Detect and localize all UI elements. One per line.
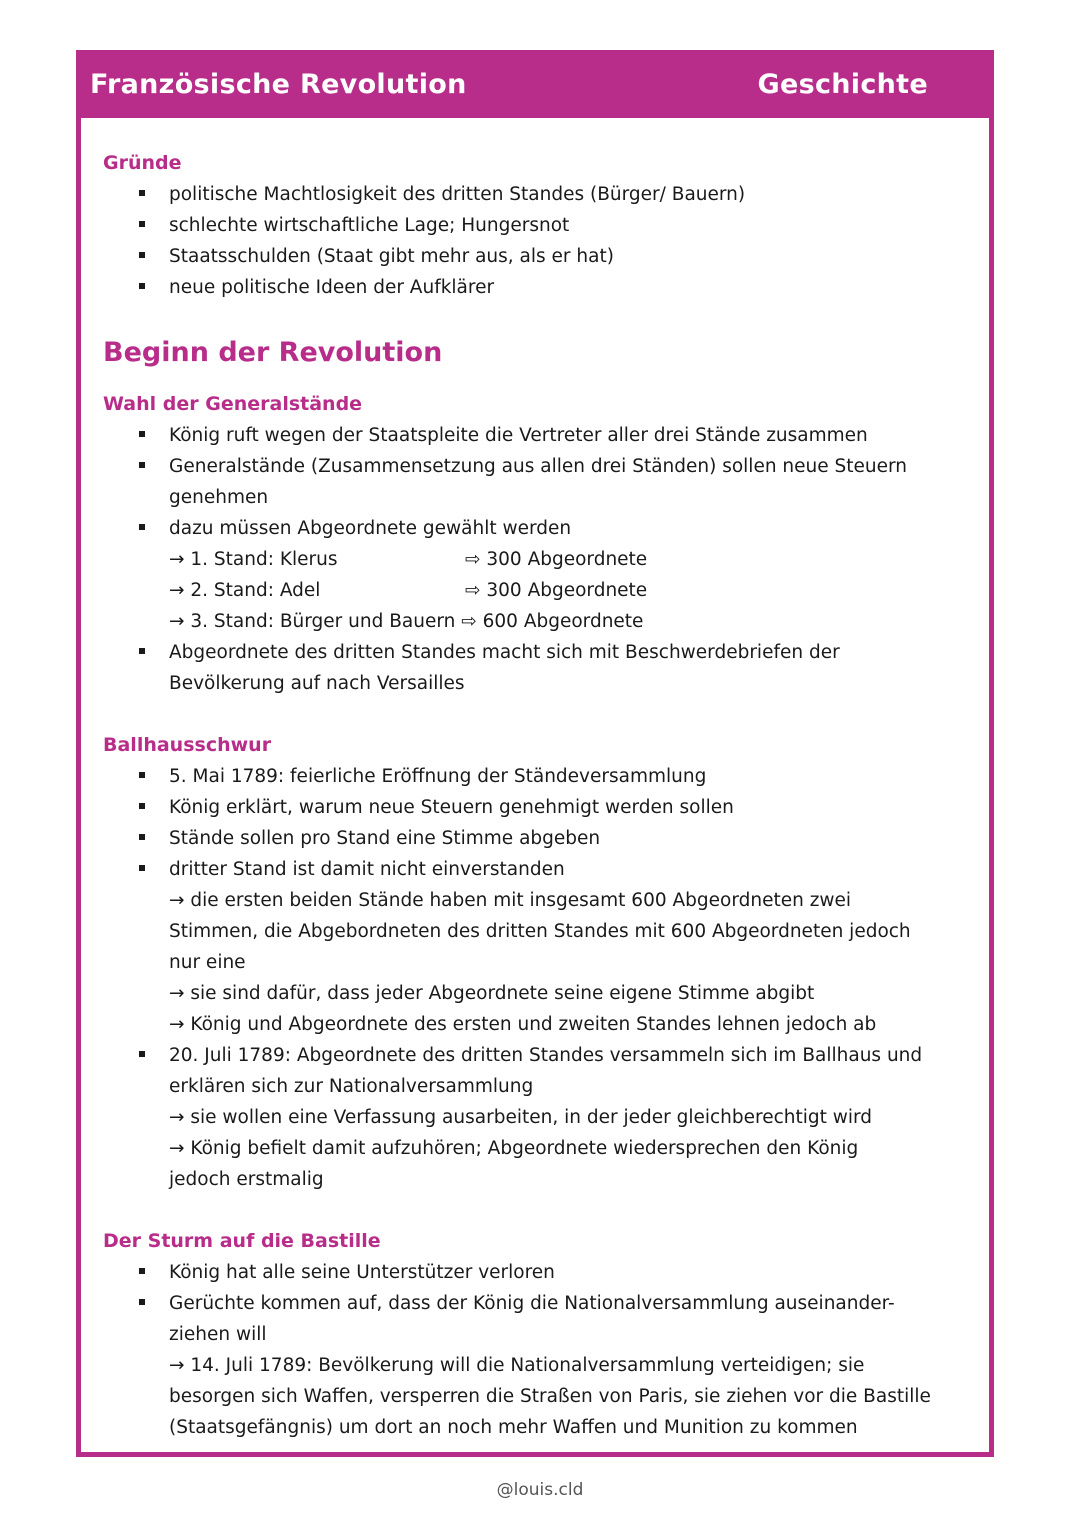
bullet-icon (139, 190, 145, 196)
bullet-icon (139, 524, 145, 530)
bullet-icon (139, 221, 145, 227)
content (103, 148, 963, 1443)
document-title: Französische Revolution (90, 68, 467, 100)
stand-row: → 3. Stand: Bürger und Bauern ⇨ 600 Abgeordnete (169, 611, 644, 632)
bullet-icon (139, 1299, 145, 1305)
bullet-icon (139, 772, 145, 778)
list-item: 20. Juli 1789: Abgeordnete des dritten Standes versammeln sich im Ballhaus und erklären sich zur Nationalversammlung → sie wollen eine Verfassung ausarbeiten, in der jeder gleichberechtigt wird → König befielt damit aufzuhören; Abgeordnete wiedersprechen den König jedoch erstmalig (103, 1040, 963, 1195)
list-gruende (103, 179, 963, 303)
heading-gruende: Gründe (103, 152, 182, 174)
heading-bastille: Der Sturm auf die Bastille (103, 1230, 381, 1252)
bullet-icon (139, 803, 145, 809)
list-item: König erklärt, warum neue Steuern genehmigt werden sollen (103, 792, 963, 823)
stand-row: → 1. Stand: Klerus ⇨ 300 Abgeordnete (169, 549, 648, 570)
heading-beginn: Beginn der Revolution (103, 337, 443, 368)
list-ballhaus (103, 761, 963, 1195)
bullet-icon (139, 283, 145, 289)
bullet-icon (139, 865, 145, 871)
list-bastille (103, 1257, 963, 1443)
bullet-icon (139, 648, 145, 654)
list-item: Stände sollen pro Stand eine Stimme abgeben (103, 823, 963, 854)
list-wahl (103, 420, 963, 699)
stand-row: → 2. Stand: Adel ⇨ 300 Abgeordnete (169, 580, 648, 601)
list-item: König ruft wegen der Staatspleite die Vertreter aller drei Stände zusammen (103, 420, 963, 451)
list-item: politische Machtlosigkeit des dritten Standes (Bürger/ Bauern) (103, 179, 963, 210)
list-item: 5. Mai 1789: feierliche Eröffnung der Ständeversammlung (103, 761, 963, 792)
heading-wahl: Wahl der Generalstände (103, 393, 363, 415)
header-bar (76, 50, 994, 118)
bullet-icon (139, 834, 145, 840)
footer-handle: @louis.cld (496, 1480, 584, 1500)
bullet-icon (139, 1051, 145, 1057)
page-frame (76, 50, 994, 1457)
list-item: Abgeordnete des dritten Standes macht sich mit Beschwerdebriefen der Bevölkerung auf nach Versailles (103, 637, 963, 699)
heading-ballhaus: Ballhausschwur (103, 734, 272, 756)
list-item: Generalstände (Zusammensetzung aus allen drei Ständen) sollen neue Steuern genehmen (103, 451, 963, 513)
bullet-icon (139, 1268, 145, 1274)
bullet-icon (139, 431, 145, 437)
list-item: dazu müssen Abgeordnete gewählt werden → 1. Stand: Klerus ⇨ 300 Abgeordnete → 2. Stand: Adel ⇨ 300 Abgeordnete → 3. Stand: Bürger und Bauern ⇨ 600 Abgeordnete (103, 513, 963, 637)
list-item: Staatsschulden (Staat gibt mehr aus, als er hat) (103, 241, 963, 272)
list-item: König hat alle seine Unterstützer verloren (103, 1257, 963, 1288)
subject-label: Geschichte (757, 68, 928, 100)
list-item: Gerüchte kommen auf, dass der König die Nationalversammlung auseinander- ziehen will → 14. Juli 1789: Bevölkerung will die Nationalversammlung verteidigen; sie besorgen sich Waffen, versperren die Straßen von Paris, sie ziehen vor die Bastille (Staatsgefängnis) um dort an noch mehr Waffen und Munition zu kommen (103, 1288, 963, 1443)
list-item: dritter Stand ist damit nicht einverstanden → die ersten beiden Stände haben mit insgesamt 600 Abgeordneten zwei Stimmen, die Abgebordneten des dritten Standes mit 600 Abgeordneten jedoch nur eine → sie sind dafür, dass jeder Abgeordnete seine eigene Stimme abgibt → König und Abgeordnete des ersten und zweiten Standes lehnen jedoch ab (103, 854, 963, 1040)
list-item: neue politische Ideen der Aufklärer (103, 272, 963, 303)
bullet-icon (139, 462, 145, 468)
bullet-icon (139, 252, 145, 258)
list-item: schlechte wirtschaftliche Lage; Hungersnot (103, 210, 963, 241)
